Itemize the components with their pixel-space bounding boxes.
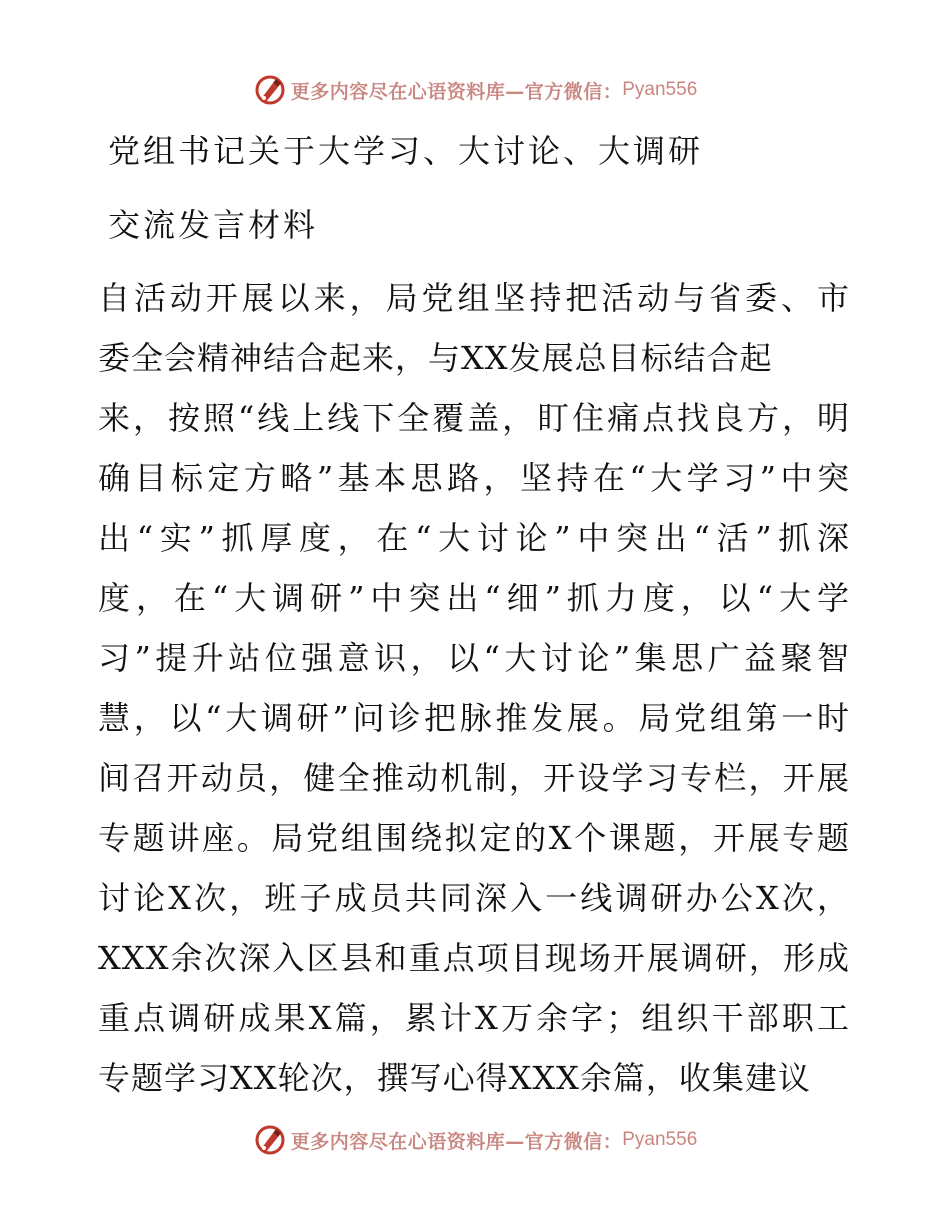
body-line: 重点调研成果X篇，累计X万余字；组织干部职工 xyxy=(98,999,850,1037)
body-line: 讨论X次，班子成员共同深入一线调研办公X次， xyxy=(98,879,850,917)
body-line: 专题讲座。局党组围绕拟定的X个课题，开展专题 xyxy=(98,819,850,857)
body-line: 自活动开展以来，局党组坚持把活动与省委、市 xyxy=(98,279,850,317)
body-line: 慧，以“大调研”问诊把脉推发展。局党组第一时 xyxy=(98,699,850,737)
watermark-id: Pyan556 xyxy=(622,1129,698,1150)
watermark-text: 更多内容尽在心语资料库—官方微信： xyxy=(290,80,623,103)
body-line: XXX余次深入区县和重点项目现场开展调研，形成 xyxy=(98,939,850,977)
pen-logo-icon xyxy=(253,73,287,107)
body-line: 度，在“大调研”中突出“细”抓力度，以“大学 xyxy=(98,579,850,617)
body-line: 确目标定方略”基本思路，坚持在“大学习”中突 xyxy=(98,459,850,497)
watermark-text: 更多内容尽在心语资料库—官方微信： xyxy=(290,1130,623,1153)
document-title-line-2: 交流发言材料 xyxy=(108,206,319,244)
body-line: 习”提升站位强意识，以“大讨论”集思广益聚智 xyxy=(98,639,850,677)
watermark-id: Pyan556 xyxy=(622,79,698,100)
body-line: 委全会精神结合起来，与XX发展总目标结合起 xyxy=(98,339,773,377)
body-line: 专题学习XX轮次，撰写心得XXX余篇，收集建议 xyxy=(98,1059,811,1097)
pen-logo-icon xyxy=(253,1123,287,1157)
document-title-line-1: 党组书记关于大学习、大讨论、大调研 xyxy=(108,132,704,170)
body-line: 来，按照“线上线下全覆盖，盯住痛点找良方，明 xyxy=(98,399,850,437)
body-line: 间召开动员，健全推动机制，开设学习专栏，开展 xyxy=(98,759,850,797)
body-line: 出“实”抓厚度，在“大讨论”中突出“活”抓深 xyxy=(98,519,850,557)
watermark-header xyxy=(0,70,950,110)
watermark-footer xyxy=(0,1120,950,1160)
